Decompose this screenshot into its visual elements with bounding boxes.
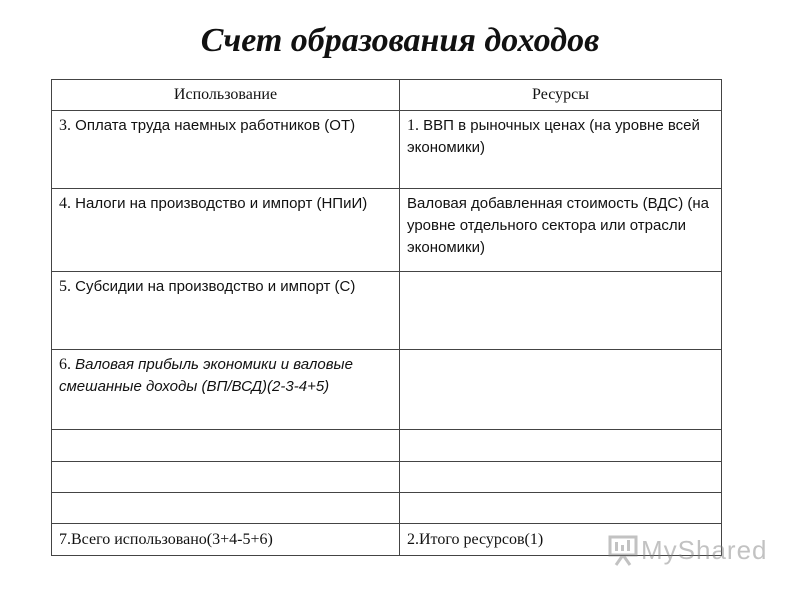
usage-text: Налоги на производство и импорт (НПиИ) bbox=[71, 195, 368, 212]
watermark bbox=[607, 533, 768, 567]
resource-text: Валовая добавленная стоимость (ВДС) (на уровне отдельного сектора или отрасли экономики) bbox=[407, 195, 710, 256]
usage-cell bbox=[52, 189, 400, 272]
resource-cell-empty bbox=[400, 350, 722, 430]
presentation-icon bbox=[607, 533, 641, 567]
resource-cell-empty bbox=[400, 272, 722, 350]
page-title: Счет образования доходов bbox=[200, 22, 600, 59]
row-number: 4. bbox=[59, 195, 71, 212]
total-resources: 2.Итого ресурсов(1) bbox=[400, 524, 722, 556]
table-row bbox=[52, 189, 722, 272]
empty-row bbox=[52, 462, 722, 493]
row-number: 1. bbox=[407, 117, 419, 134]
table-row bbox=[52, 111, 722, 189]
empty-row bbox=[52, 430, 722, 462]
table-header-row bbox=[52, 80, 722, 111]
resource-cell bbox=[400, 189, 722, 272]
watermark-text: MyShared bbox=[641, 534, 768, 565]
total-usage: 7.Всего использовано(3+4-5+6) bbox=[52, 524, 400, 556]
table-row bbox=[52, 350, 722, 430]
usage-text: Валовая прибыль экономики и валовые смешанные доходы (ВП/ВСД)(2-3-4+5) bbox=[59, 356, 353, 395]
row-number: 6. bbox=[59, 356, 71, 373]
row-number: 5. bbox=[59, 278, 71, 295]
table-row bbox=[52, 272, 722, 350]
header-usage: Использование bbox=[52, 80, 400, 111]
resource-text: ВВП в рыночных ценах (на уровне всей экономики) bbox=[407, 117, 700, 156]
usage-text: Оплата труда наемных работников (ОТ) bbox=[71, 117, 356, 134]
header-resources: Ресурсы bbox=[400, 80, 722, 111]
usage-cell bbox=[52, 272, 400, 350]
usage-cell bbox=[52, 350, 400, 430]
usage-cell bbox=[52, 111, 400, 189]
empty-row bbox=[52, 493, 722, 524]
usage-text: Субсидии на производство и импорт (С) bbox=[71, 278, 356, 295]
income-account-table bbox=[51, 79, 722, 556]
row-number: 3. bbox=[59, 117, 71, 134]
resource-cell bbox=[400, 111, 722, 189]
